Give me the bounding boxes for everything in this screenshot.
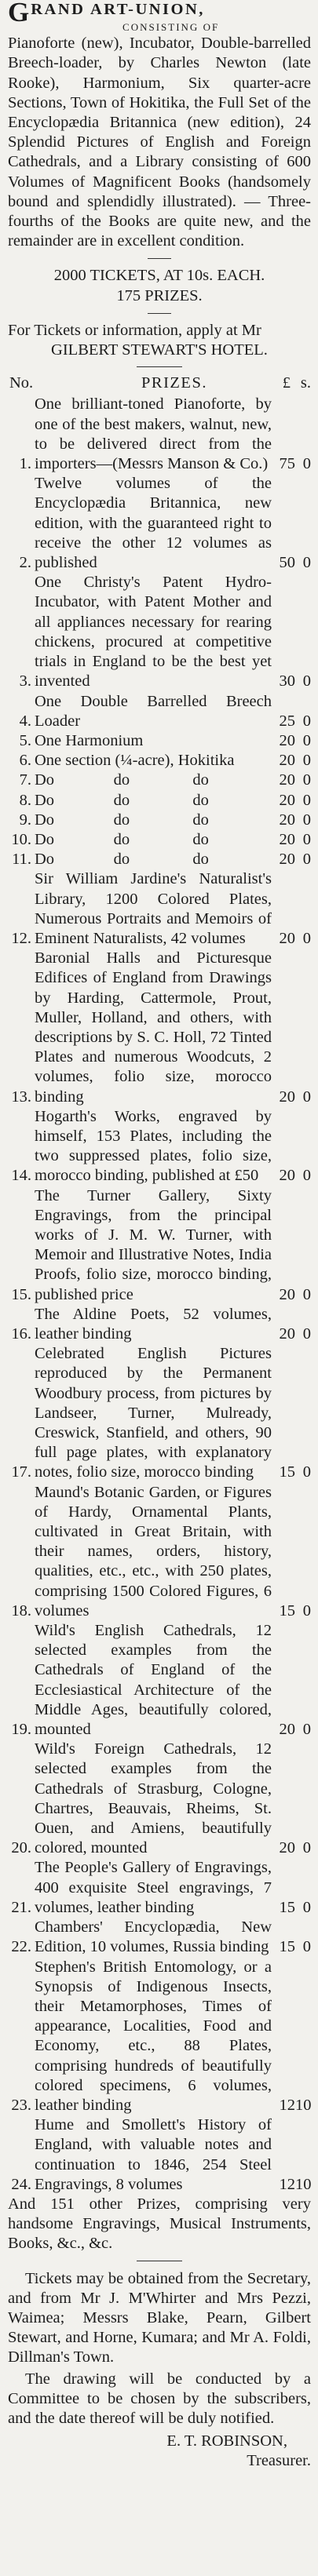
prize-pounds: 15 <box>279 1898 295 1916</box>
prize-pounds: 15 <box>279 1601 295 1620</box>
prize-pounds: 20 <box>279 791 295 809</box>
prize-pounds: 20 <box>279 1088 295 1106</box>
prize-row <box>8 1740 311 1858</box>
prize-description: One brilliant-toned Pianoforte, by one of the best makers, walnut, new, to be delivered direct from the importers—(Messrs Manson & Co.) <box>35 395 272 473</box>
prize-shillings: 0 <box>302 1839 311 1857</box>
prize-row <box>8 1107 311 1186</box>
prize-pounds: 15 <box>279 1938 295 1956</box>
prize-description: Baronial Halls and Picturesque Edifices of England from Drawings by Harding, Cattermole, Prout, Muller, Holland, and others, with descriptions by S. C. Holl, 72 Tinted Plates and numerous Woodcuts, 2 volumes, folio size, morocco binding <box>35 949 272 1106</box>
prize-pounds: 25 <box>279 712 295 730</box>
prize-number: 24. <box>11 2175 31 2193</box>
prize-description: The People's Gallery of Engravings, 400 exquisite Steel engravings, 7 volumes, leather binding <box>35 1859 272 1916</box>
prize-number: 2. <box>19 554 31 572</box>
prize-shillings: 0 <box>302 672 311 690</box>
prize-shillings: 0 <box>302 1721 311 1739</box>
prize-number: 19. <box>11 1721 31 1739</box>
ditto-mark: do <box>192 791 209 809</box>
hotel-name: GILBERT STEWART'S HOTEL. <box>51 341 268 359</box>
prize-pounds: 20 <box>279 731 295 749</box>
prize-shillings: 0 <box>302 752 311 770</box>
ditto-mark: do <box>192 811 209 829</box>
prize-row <box>8 811 311 830</box>
consisting-of-label: CONSISTING OF <box>122 21 220 34</box>
prize-row <box>8 395 311 474</box>
prize-number: 9. <box>19 811 31 829</box>
prize-pounds: 20 <box>279 1839 295 1857</box>
ditto-mark: do <box>113 811 130 829</box>
prize-shillings: 0 <box>302 851 311 869</box>
prize-row <box>8 791 311 811</box>
tickets-note: Tickets may be obtained from the Secretary, and from Mr J. M'Whirter and Mrs Pezzi, Waimea; Messrs Blake, Pearn, Gilbert Stewart, and Horne, Kumara; and Mr A. Foldi, Dillman's Town. <box>8 2269 311 2366</box>
prize-row <box>8 1858 311 1918</box>
ditto-mark: Do <box>35 771 55 789</box>
prize-number: 6. <box>19 752 31 770</box>
headline: RAND ART-UNION, <box>31 1 205 18</box>
prize-shillings: 0 <box>302 731 311 749</box>
prizes-count-line: 175 PRIZES. <box>116 286 203 304</box>
prize-number: 15. <box>11 1285 31 1303</box>
prize-shillings: 10 <box>295 2175 312 2193</box>
prize-pounds: 20 <box>279 1167 295 1185</box>
prize-number: 17. <box>11 1463 31 1481</box>
ditto-mark: Do <box>35 811 55 829</box>
prize-shillings: 10 <box>295 2096 312 2114</box>
prize-shillings: 0 <box>302 1285 311 1303</box>
prize-number: 14. <box>11 1167 31 1185</box>
prize-row <box>8 949 311 1107</box>
prize-number: 5. <box>19 731 31 749</box>
prize-shillings: 0 <box>302 1167 311 1185</box>
intro-text: Pianoforte (new), Incubator, Double-barrelled Breech-loader, by Charles Newton (late Rooke), Harmonium, Six quarter-acre Sections, Town of Hokitika, the Full Set of the Encyclopædia Britannica (new edition), 24 Splendid Pictures of English and Foreign Cathedrals, and a Library consisting of 600 Volumes of Magnificent Books (handsomely bound and splendidly illustrated). — Three-fourths of the Books are quite new, and the remainder are in excellent condition. <box>8 35 311 250</box>
prize-number: 20. <box>11 1839 31 1857</box>
ditto-mark: Do <box>35 791 55 809</box>
ditto-mark: Do <box>35 830 55 848</box>
prize-row <box>8 692 311 731</box>
prize-pounds: 75 <box>279 455 295 473</box>
prize-pounds: 20 <box>279 811 295 829</box>
prize-description: Wild's Foreign Cathedrals, 12 selected examples from the Cathedrals of Strasburg, Cologne, Chartres, Beauvais, Rheims, St. Ouen, and Amiens, beautifully colored, mounted <box>35 1740 272 1857</box>
prize-shillings: 0 <box>302 1938 311 1956</box>
header-pounds: £ <box>282 374 291 392</box>
prize-shillings: 0 <box>302 554 311 572</box>
prize-shillings: 0 <box>302 929 311 947</box>
prize-row <box>8 474 311 573</box>
prize-pounds: 12 <box>279 2175 295 2193</box>
prize-description: One section (¼-acre), Hokitika <box>35 752 235 770</box>
prize-row <box>8 1186 311 1305</box>
prize-description: Celebrated English Pictures reproduced by the Permanent Woodbury process, from pictures by Landseer, Turner, Mulready, Creswick, Stanfield, and others, 90 full page plates, with explanatory notes, folio size, morocco binding <box>35 1345 272 1481</box>
prize-row <box>8 1918 311 1957</box>
prize-pounds: 20 <box>279 929 295 947</box>
prize-pounds: 50 <box>279 554 295 572</box>
prize-pounds: 20 <box>279 1721 295 1739</box>
prize-row <box>8 1483 311 1621</box>
prize-description: One Harmonium <box>35 731 144 749</box>
prize-shillings: 0 <box>302 811 311 829</box>
prize-pounds: 15 <box>279 1463 295 1481</box>
ditto-mark: do <box>113 851 130 869</box>
prize-row <box>8 1958 311 2116</box>
ditto-mark: do <box>113 771 130 789</box>
prize-pounds: 12 <box>279 2096 295 2114</box>
prize-number: 21. <box>11 1898 31 1916</box>
prize-pounds: 20 <box>279 830 295 848</box>
prize-shillings: 0 <box>302 455 311 473</box>
header-no: No. <box>9 374 34 392</box>
apply-text: For Tickets or information, apply at Mr <box>8 321 261 339</box>
prize-description <box>35 771 272 790</box>
divider <box>148 313 171 314</box>
header-shillings: s. <box>300 374 311 392</box>
prize-description: Hume and Smollett's History of England, with valuable notes and continuation to 1846, 254 Steel Engravings, 8 volumes <box>35 2116 272 2193</box>
prize-number: 1. <box>19 455 31 473</box>
prize-shillings: 0 <box>302 830 311 848</box>
ditto-mark: do <box>192 830 209 848</box>
prize-row <box>8 1344 311 1482</box>
prize-number: 18. <box>11 1601 31 1620</box>
prize-description: Sir William Jardine's Naturalist's Library, 1200 Colored Plates, Numerous Portraits and Memoirs of Eminent Naturalists, 42 volumes <box>35 870 272 947</box>
prize-pounds: 20 <box>279 851 295 869</box>
prize-pounds: 20 <box>279 752 295 770</box>
prize-number: 22. <box>11 1938 31 1956</box>
prize-shillings: 0 <box>302 1898 311 1916</box>
prize-description <box>35 791 272 811</box>
prize-table-header <box>8 373 311 393</box>
prize-description <box>35 811 272 830</box>
prize-pounds: 20 <box>279 1325 295 1343</box>
divider <box>148 258 171 259</box>
prize-number: 11. <box>12 851 31 869</box>
prize-description: Stephen's British Entomology, or a Synopsis of Indigenous Insects, their Metamorphoses, Times of appearance, Localities, Food and Economy, etc., 88 Plates, comprising hundreds of beautifully colored specimens, 6 volumes, leather binding <box>35 1958 272 2114</box>
prize-shillings: 0 <box>302 1325 311 1343</box>
prize-number: 13. <box>11 1088 31 1106</box>
prize-row <box>8 573 311 691</box>
prize-description: The Aldine Poets, 52 volumes, leather binding <box>35 1305 272 1343</box>
signature: E. T. ROBINSON, <box>166 2432 287 2450</box>
prize-number: 8. <box>19 791 31 809</box>
divider <box>137 366 182 367</box>
prize-description: Chambers' Encyclopædia, New Edition, 10 volumes, Russia binding <box>35 1918 272 1956</box>
prize-description: Twelve volumes of the Encyclopædia Britannica, new edition, with the guaranteed right to receive the other 12 volumes as published <box>35 475 272 572</box>
prize-number: 3. <box>19 672 31 690</box>
prize-number: 7. <box>19 771 31 789</box>
prize-number: 10. <box>11 830 31 848</box>
other-prizes: And 151 other Prizes, comprising very handsome Engravings, Musical Instruments, Books, &c., &c. <box>8 2195 311 2253</box>
prize-shillings: 0 <box>302 1088 311 1106</box>
prize-row <box>8 751 311 771</box>
prize-description: Maund's Botanic Garden, or Figures of Hardy, Ornamental Plants, cultivated in Great Britain, with their names, orders, history, qualities, etc., etc., with 250 plates, comprising 1500 Colored Figures, 6 volumes <box>35 1483 272 1620</box>
prize-shillings: 0 <box>302 1601 311 1620</box>
drop-cap: G <box>8 0 30 27</box>
prize-shillings: 0 <box>302 712 311 730</box>
prize-shillings: 0 <box>302 1463 311 1481</box>
prize-row <box>8 731 311 751</box>
prize-row <box>8 850 311 869</box>
prize-row <box>8 1305 311 1344</box>
prize-list <box>8 395 311 2194</box>
prize-description: One Double Barrelled Breech Loader <box>35 692 272 730</box>
prize-description <box>35 830 272 850</box>
prize-description: Wild's English Cathedrals, 12 selected examples from the Cathedrals of England of the Ecclesiastical Architecture of the Middle Ages, beautifully colored, mounted <box>35 1622 272 1739</box>
prize-number: 16. <box>11 1325 31 1343</box>
prize-row <box>8 830 311 850</box>
header-prizes: PRIZES. <box>141 374 207 392</box>
ditto-mark: Do <box>35 851 55 869</box>
prize-number: 23. <box>11 2096 31 2114</box>
drawing-note: The drawing will be conducted by a Committee to be chosen by the subscribers, and the date thereof will be duly notified. <box>8 2370 311 2427</box>
prize-row <box>8 771 311 790</box>
prize-description <box>35 850 272 869</box>
prize-row <box>8 1621 311 1740</box>
prize-shillings: 0 <box>302 791 311 809</box>
ditto-mark: do <box>192 771 209 789</box>
ditto-mark: do <box>113 830 130 848</box>
prize-pounds: 30 <box>279 672 295 690</box>
ditto-mark: do <box>113 791 130 809</box>
prize-description: Hogarth's Works, engraved by himself, 153 Plates, including the two suppressed plates, folio size, morocco binding, published at £50 <box>35 1107 272 1185</box>
signature-role: Treasurer. <box>247 2452 311 2470</box>
intro-paragraph <box>8 0 311 27</box>
ditto-mark: do <box>192 851 209 869</box>
prize-description: The Turner Gallery, Sixty Engravings, from the principal works of J. M. W. Turner, with Memoir and Illustrative Notes, India Proofs, folio size, morocco binding, published price <box>35 1186 272 1303</box>
prize-row <box>8 869 311 949</box>
prize-row <box>8 2115 311 2195</box>
prize-pounds: 20 <box>279 1285 295 1303</box>
tickets-line: 2000 TICKETS, AT 10s. EACH. <box>53 267 265 285</box>
prize-number: 12. <box>11 929 31 947</box>
prize-pounds: 20 <box>279 771 295 789</box>
prize-description: One Christy's Patent Hydro-Incubator, with Patent Mother and all appliances necessary for rearing chickens, procured at competitive trials in England to be the best yet invented <box>35 574 272 690</box>
prize-shillings: 0 <box>302 771 311 789</box>
prize-number: 4. <box>19 712 31 730</box>
